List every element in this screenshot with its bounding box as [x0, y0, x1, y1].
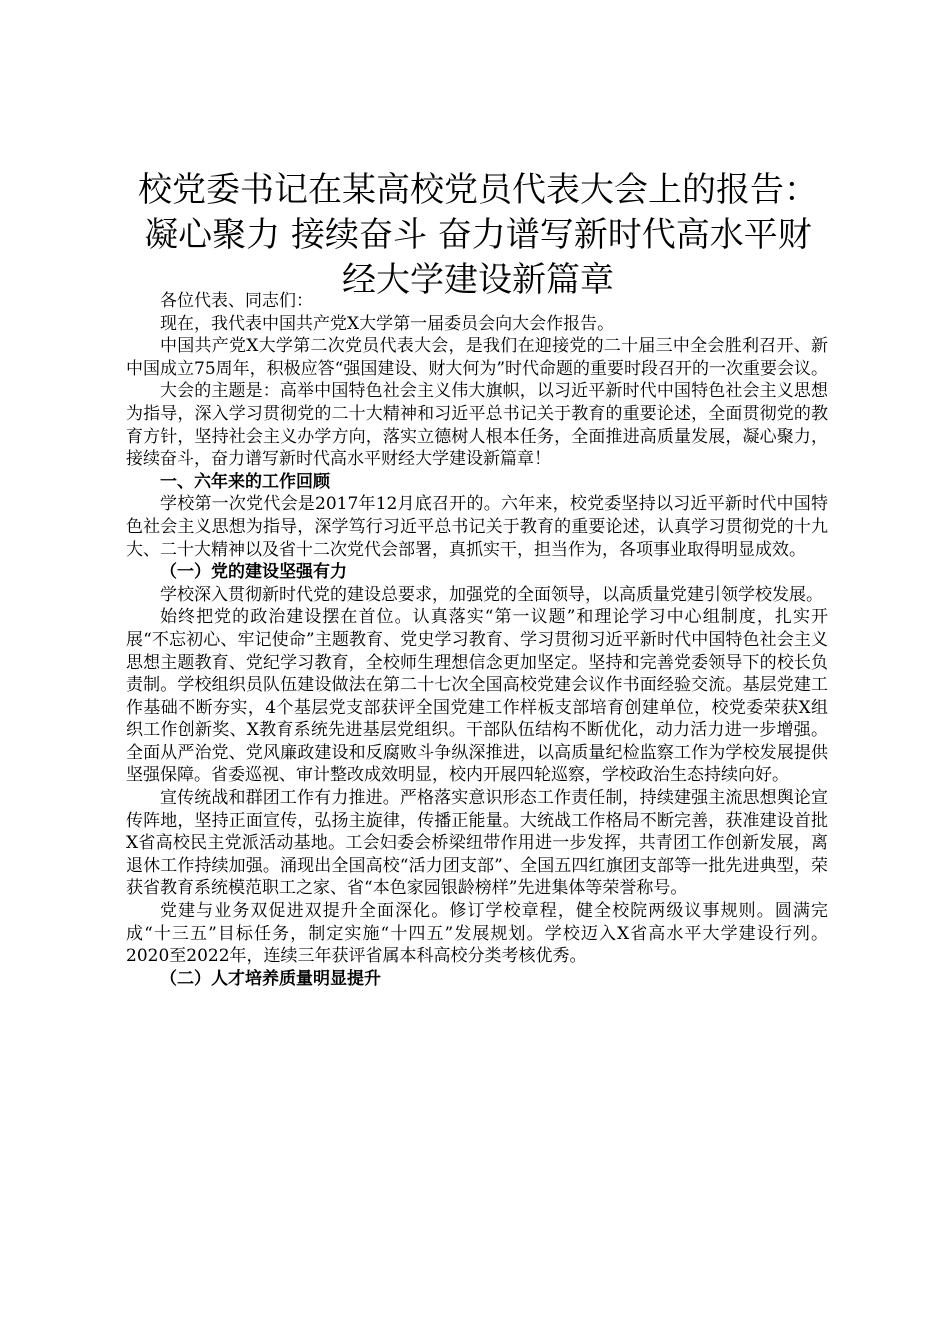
subsection-heading: （一）党的建设坚强有力 [160, 562, 347, 583]
title-line-3: 经大学建设新篇章 [342, 260, 614, 300]
document-body [126, 290, 828, 990]
paragraph: 宣传统战和群团工作有力推进。严格落实意识形态工作责任制，持续建强主流思想舆论宣传阵地，坚持正面宣传，弘扬主旋律，传播正能量。大统战工作格局不断完善，获准建设首批X省高校民主党派活动基地。工会妇委会桥梁纽带作用进一步发挥，共青团工作创新发展，离退休工作持续加强。涌现出全国高校“活力团支部”、全国五四红旗团支部等一批先进典型，荣获省教育系统模范职工之家、省“本色家园银龄榜样”先进集体等荣誉称号。 [126, 788, 828, 899]
title-line-2: 凝心聚力 接续奋斗 奋力谱写新时代高水平财 [144, 215, 812, 255]
paragraph: 中国共产党X大学第二次党员代表大会，是我们在迎接党的二十届三中全会胜利召开、新中国成立75周年，积极应答“强国建设、财大何为”时代命题的重要时段召开的一次重要会议。 [126, 336, 829, 379]
document-title [118, 168, 838, 303]
salutation: 各位代表、同志们： [160, 291, 313, 311]
paragraph: 学校深入贯彻新时代党的建设总要求，加强党的全面领导，以高质量党建引领学校发展。 [160, 584, 823, 605]
paragraph: 党建与业务双促进双提升全面深化。修订学校章程，健全校院两级议事规则。圆满完成“十三五”目标任务，制定实施“十四五”发展规划。学校迈入X省高水平大学建设行列。2020至2022年，连续三年获评省属本科高校分类考核优秀。 [126, 901, 828, 967]
paragraph: 现在，我代表中国共产党X大学第一届委员会向大会作报告。 [160, 313, 615, 334]
paragraph: 始终把党的政治建设摆在首位。认真落实“第一议题”和理论学习中心组制度，扎实开展“不忘初心、牢记使命”主题教育、党史学习教育、学习贯彻习近平新时代中国特色社会主义思想主题教育、党纪学习教育，全校师生理想信念更加坚定。坚持和完善党委领导下的校长负责制。学校组织员队伍建设做法在第二十七次全国高校党建会议作书面经验交流。基层党建工作基础不断夯实，4个基层党支部获评全国党建工作样板支部培育创建单位，校党委荣获X组织工作创新奖、X教育系统先进基层党组织。干部队伍结构不断优化，动力活力进一步增强。全面从严治党、党风廉政建设和反腐败斗争纵深推进，以高质量纪检监察工作为学校发展提供坚强保障。省委巡视、审计整改成效明显，校内开展四轮巡察，学校政治生态持续向好。 [126, 607, 828, 786]
paragraph: 大会的主题是：高举中国特色社会主义伟大旗帜，以习近平新时代中国特色社会主义思想为指导，深入学习贯彻党的二十大精神和习近平总书记关于教育的重要论述，全面贯彻党的教育方针，坚持社会主义办学方向，落实立德树人根本任务，全面推进高质量发展，凝心聚力，接续奋斗，奋力谱写新时代高水平财经大学建设新篇章！ [126, 381, 828, 470]
paragraph: 学校第一次党代会是2017年12月底召开的。六年来，校党委坚持以习近平新时代中国特色社会主义思想为指导，深学笃行习近平总书记关于教育的重要论述，认真学习贯彻党的十九大、二十大精神以及省十二次党代会部署，真抓实干，担当作为，各项事业取得明显成效。 [126, 494, 828, 560]
title-line-1: 校党委书记在某高校党员代表大会上的报告： [138, 170, 818, 210]
subsection-heading: （二）人才培养质量明显提升 [160, 968, 381, 989]
section-heading: 一、六年来的工作回顾 [160, 471, 330, 492]
